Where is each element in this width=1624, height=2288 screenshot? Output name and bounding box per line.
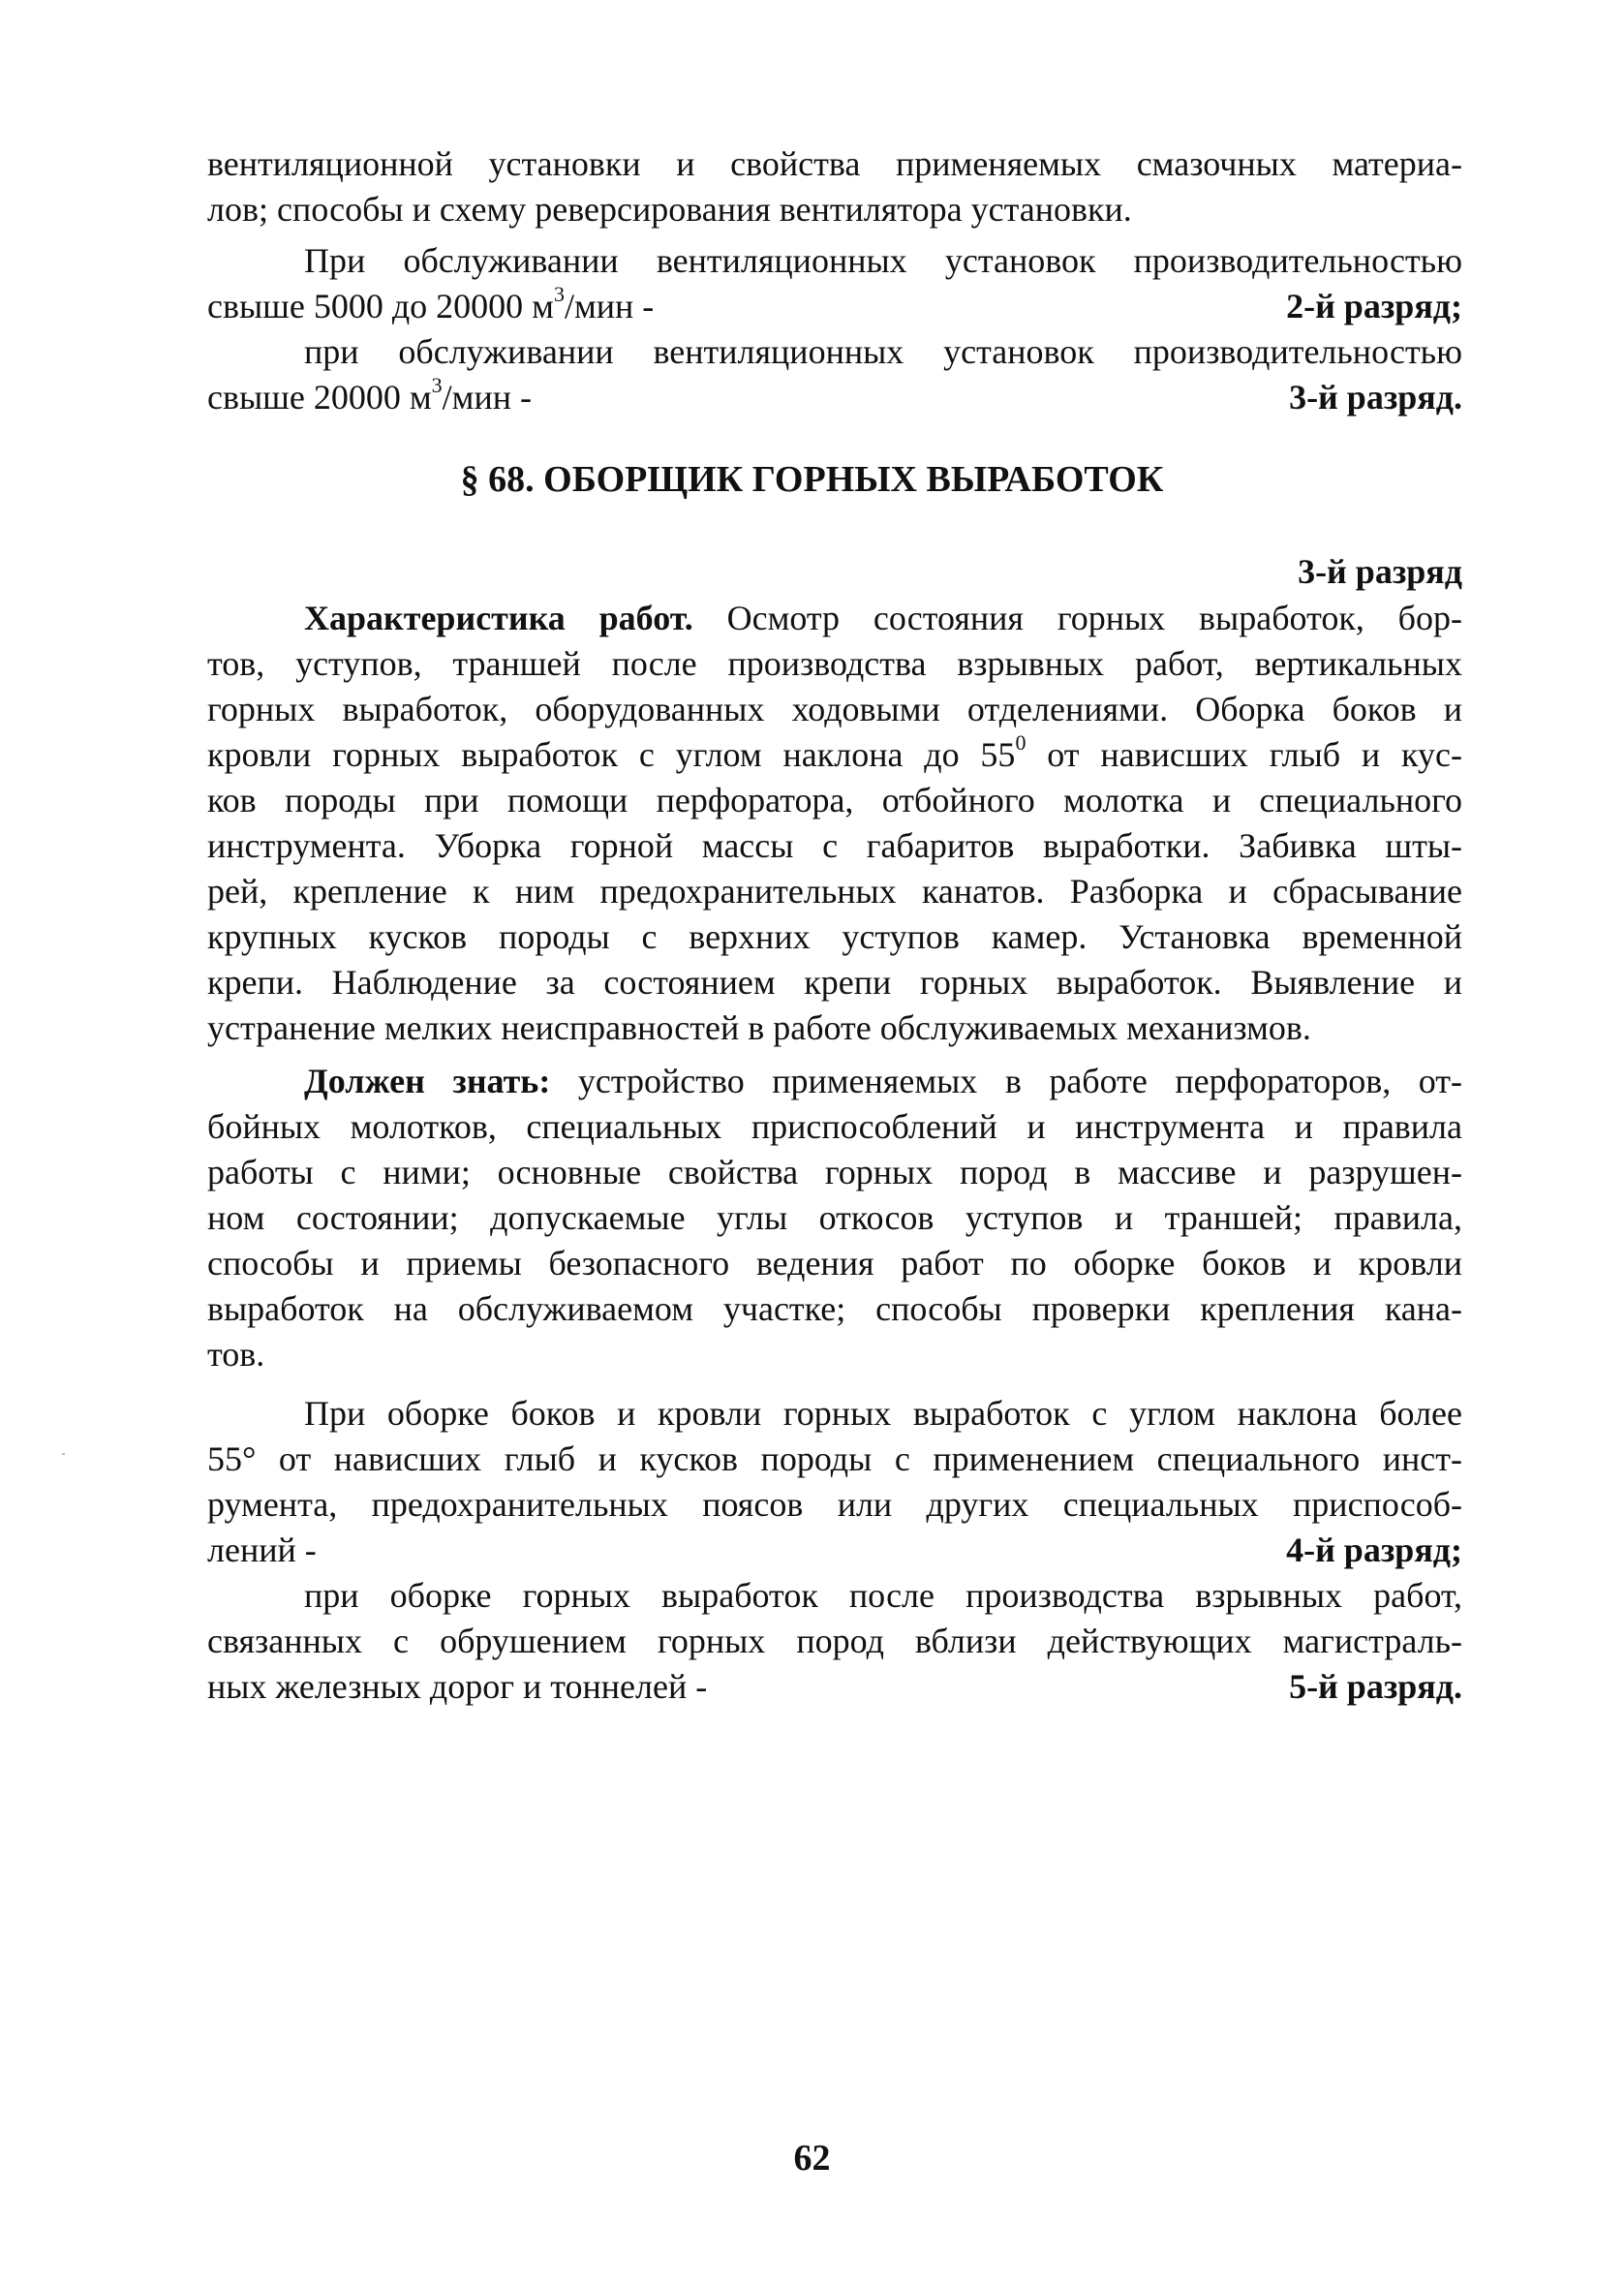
text-line: 55° от нависших глыб и кусков породы с применением специального инст- bbox=[207, 1439, 1462, 1478]
text-line: рей, крепление к ним предохранительных канатов. Разборка и сбрасывание bbox=[207, 872, 1462, 911]
text-line: связанных с обрушением горных пород вблизи действующих магистраль- bbox=[207, 1622, 1462, 1660]
text-line: способы и приемы безопасного ведения работ по оборке боков и кровли bbox=[207, 1244, 1462, 1283]
text-line: Должен знать: устройство применяемых в работе перфораторов, от- bbox=[304, 1062, 1463, 1100]
text-line: крупных кусков породы с верхних уступов камер. Установка временной bbox=[207, 917, 1462, 956]
text-line: вентиляционной установки и свойства применяемых смазочных материа- bbox=[207, 144, 1462, 183]
text-line: тов. bbox=[207, 1335, 265, 1374]
page-number: 62 bbox=[793, 2138, 831, 2179]
text-line: тов, уступов, траншей после производства взрывных работ, вертикальных bbox=[207, 644, 1462, 683]
rank-label: 2-й разряд; bbox=[1286, 287, 1462, 325]
top-text-block bbox=[207, 141, 1462, 420]
rank-label: 5-й разряд. bbox=[1289, 1667, 1462, 1706]
text-line: румента, предохранительных поясов или других специальных приспособ- bbox=[207, 1485, 1462, 1524]
text-line: лов; способы и схему реверсирования вентилятора установки. bbox=[207, 190, 1132, 229]
section-rank: 3-й разряд bbox=[1298, 552, 1462, 591]
rank-line: ных железных дорог и тоннелей - 5-й разряд. bbox=[207, 1664, 1462, 1710]
rank-line: свыше 20000 $м^3$/мин - 3-й разряд. bbox=[207, 375, 1462, 420]
text-line: При оборке боков и кровли горных выработок с углом наклона более bbox=[304, 1394, 1462, 1433]
text-line: инструмента. Уборка горной массы с габаритов выработки. Забивка шты- bbox=[207, 826, 1462, 865]
text-line: при оборке горных выработок после производства взрывных работ, bbox=[304, 1576, 1462, 1615]
scan-speck bbox=[62, 1453, 65, 1455]
main-text-block bbox=[207, 596, 1462, 1710]
text-line: Характеристика работ. Осмотр состояния горных выработок, бор- bbox=[304, 599, 1462, 637]
text-line: при обслуживании вентиляционных установок производительностью bbox=[304, 332, 1462, 371]
text-line: крепи. Наблюдение за состоянием крепи горных выработок. Выявление и bbox=[207, 963, 1462, 1002]
text-line: бойных молотков, специальных приспособлений и инструмента и правила bbox=[207, 1107, 1462, 1146]
rank-label: 4-й разряд; bbox=[1286, 1530, 1462, 1569]
rank-line: лений - 4-й разряд; bbox=[207, 1528, 1462, 1573]
rank-line: свыше 5000 до 20000 $м^3$/мин - 2-й разряд; bbox=[207, 284, 1462, 329]
text-line: работы с ними; основные свойства горных пород в массиве и разрушен- bbox=[207, 1153, 1462, 1191]
text-line: ном состоянии; допускаемые углы откосов уступов и траншей; правила, bbox=[207, 1198, 1462, 1237]
text-line: выработок на обслуживаемом участке; способы проверки крепления кана- bbox=[207, 1289, 1462, 1328]
rank-label: 3-й разряд. bbox=[1289, 378, 1462, 417]
must-know-label: Должен знать: bbox=[304, 1062, 551, 1100]
section-heading: § 68. ОБОРЩИК ГОРНЫХ ВЫРАБОТОК bbox=[460, 459, 1164, 500]
text-line: горных выработок, оборудованных ходовыми отделениями. Оборка боков и bbox=[207, 690, 1462, 728]
text-line: ков породы при помощи перфоратора, отбойного молотка и специального bbox=[207, 781, 1462, 819]
text-line: При обслуживании вентиляционных установок производительностью bbox=[304, 241, 1462, 280]
text-line: устранение мелких неисправностей в работе обслуживаемых механизмов. bbox=[207, 1008, 1311, 1047]
work-characteristics-label: Характеристика работ. bbox=[304, 599, 693, 637]
text-line: кровли горных выработок с углом наклона до $55^0$ от нависших глыб и кус- bbox=[207, 730, 1462, 774]
